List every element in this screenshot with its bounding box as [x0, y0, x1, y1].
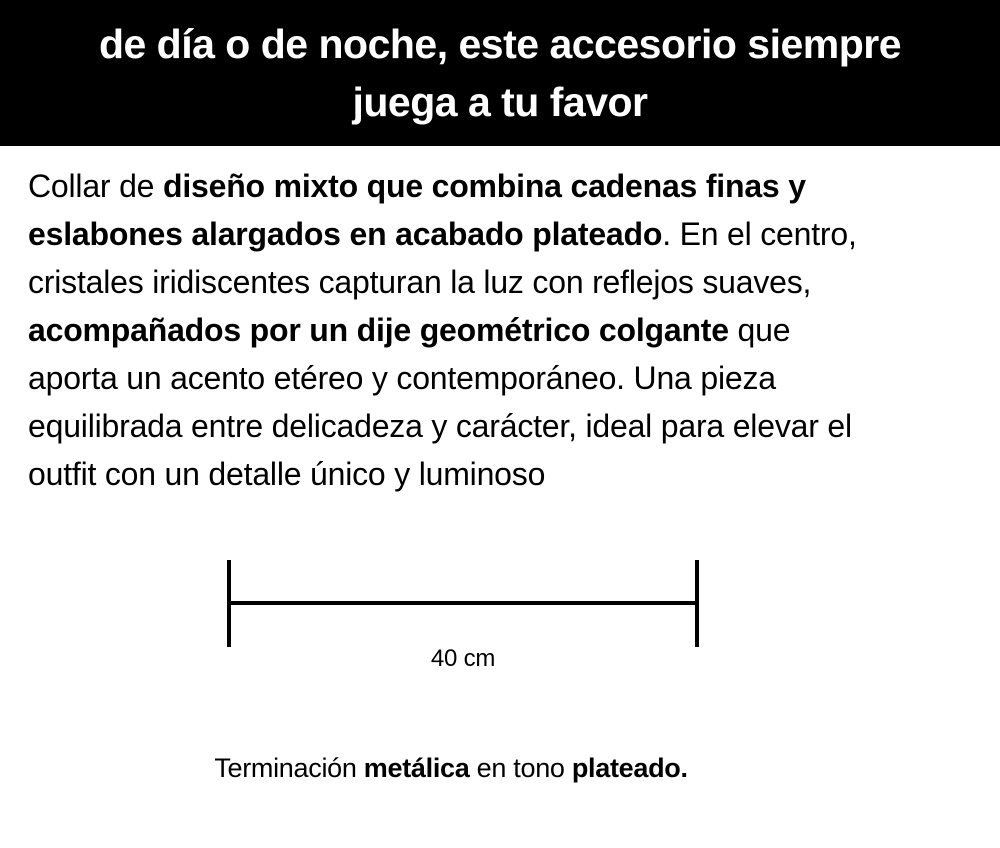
description-line-4: [28, 306, 988, 354]
banner-headline-line-2: juega a tu favor: [352, 79, 648, 125]
description-line-2: [28, 210, 988, 258]
banner-headline-line-1: de día o de noche, este accesorio siempre: [98, 21, 902, 67]
description-text-bold: diseño mixto que combina cadenas finas y: [162, 168, 806, 204]
description-text: outfit con un detalle único y luminoso: [28, 456, 546, 492]
product-description: [28, 162, 988, 498]
dimension-left-tick: [227, 560, 231, 647]
description-text-bold: eslabones alargados en acabado plateado: [28, 216, 663, 252]
description-text-bold: acompañados por un dije geométrico colgante: [28, 312, 729, 348]
description-text: aporta un acento etéreo y contemporáneo. Una pieza: [28, 360, 776, 396]
description-line-1: [28, 162, 988, 210]
description-text: que: [728, 312, 791, 348]
finish-note: [0, 752, 902, 784]
description-line-6: [28, 402, 988, 450]
description-text: . En el centro,: [662, 216, 857, 252]
dimension-label: 40 cm: [430, 645, 496, 672]
description-line-5: [28, 354, 988, 402]
dimension-right-tick: [695, 560, 699, 647]
dimension-diagram: [227, 560, 699, 647]
finish-text-bold: plateado.: [571, 753, 688, 783]
description-text: cristales iridiscentes capturan la luz con reflejos suaves,: [28, 264, 812, 300]
finish-text-bold: metálica: [363, 753, 470, 783]
finish-text: Terminación: [214, 753, 364, 783]
description-line-7: [28, 450, 988, 498]
promo-banner: [0, 0, 1000, 146]
description-line-3: [28, 258, 988, 306]
dimension-line: [227, 601, 699, 605]
finish-text: en tono: [469, 753, 572, 783]
description-text: Collar de: [28, 168, 163, 204]
description-text: equilibrada entre delicadeza y carácter, ideal para elevar el: [28, 408, 852, 444]
